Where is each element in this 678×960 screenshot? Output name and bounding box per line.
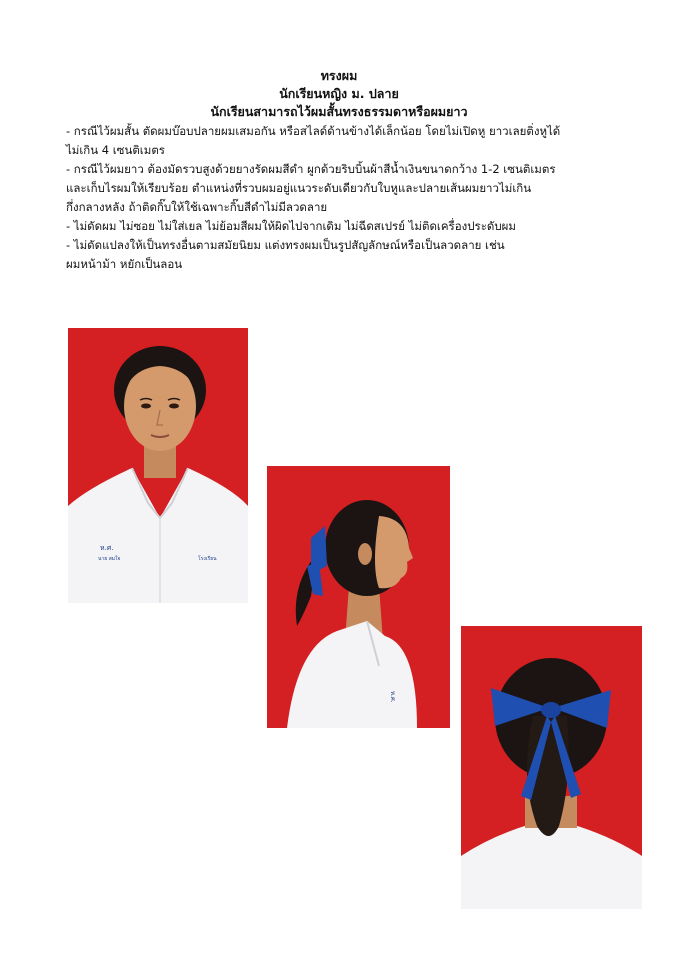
photo-back-view <box>461 626 642 909</box>
rule-line: ไม่เกิน 4 เซนติเมตร <box>66 143 165 157</box>
rule-line: - ไม่ดัดแปลงให้เป็นทรงอื่นตามสมัยนิยม แต่งทรงผมเป็นรูปสัญลักษณ์หรือเป็นลวดลาย เช่น <box>66 238 505 252</box>
document-subtitle: นักเรียนหญิง ม. ปลาย <box>279 86 399 101</box>
rule-line: และเก็บไรผมให้เรียบร้อย ตำแหน่งที่รวบผมอยู่แนวระดับเดียวกับใบหูและปลายเส้นผมยาวไม่เกิน <box>66 181 532 195</box>
side-badge-text: ห.ศ. <box>389 691 396 703</box>
front-badge-text: ห.ศ. <box>100 544 114 552</box>
rule-line: - ไม่ดัดผม ไม่ซอย ไม่ใส่เยล ไม่ย้อมสีผมให้ผิดไปจากเดิม ไม่ฉีดสเปรย์ ไม่ติดเครื่องประดับผม <box>66 219 516 233</box>
front-pocket-text: โรงเรียน <box>198 556 217 562</box>
rule-line: - กรณีไว้ผมยาว ต้องมัดรวบสูงด้วยยางรัดผมสีดำ ผูกด้วยริบบิ้นผ้าสีน้ำเงินขนาดกว้าง 1-2 เซนติเมตร <box>66 162 556 176</box>
front-name-text: นาย สมใจ <box>98 556 121 562</box>
document-subheading: นักเรียนสามารถไว้ผมสั้นทรงธรรมดาหรือผมยาว <box>210 104 468 119</box>
rules-text <box>66 122 626 274</box>
rule-line: กึ่งกลางหลัง ถ้าติดกิ๊บให้ใช้เฉพาะกิ๊บสีดำไม่มีลวดลาย <box>66 200 328 214</box>
rule-line: ผมหน้าม้า หยักเป็นลอน <box>66 257 183 271</box>
rule-line: - กรณีไว้ผมสั้น ตัดผมบ๊อบปลายผมเสมอกัน หรือสไลด์ด้านข้างได้เล็กน้อย โดยไม่เปิดหู ยาวเลยติ่งหูได้ <box>66 124 561 138</box>
photo-front-view <box>68 328 248 603</box>
photo-side-view <box>267 466 450 728</box>
document-title: ทรงผม <box>320 68 358 83</box>
